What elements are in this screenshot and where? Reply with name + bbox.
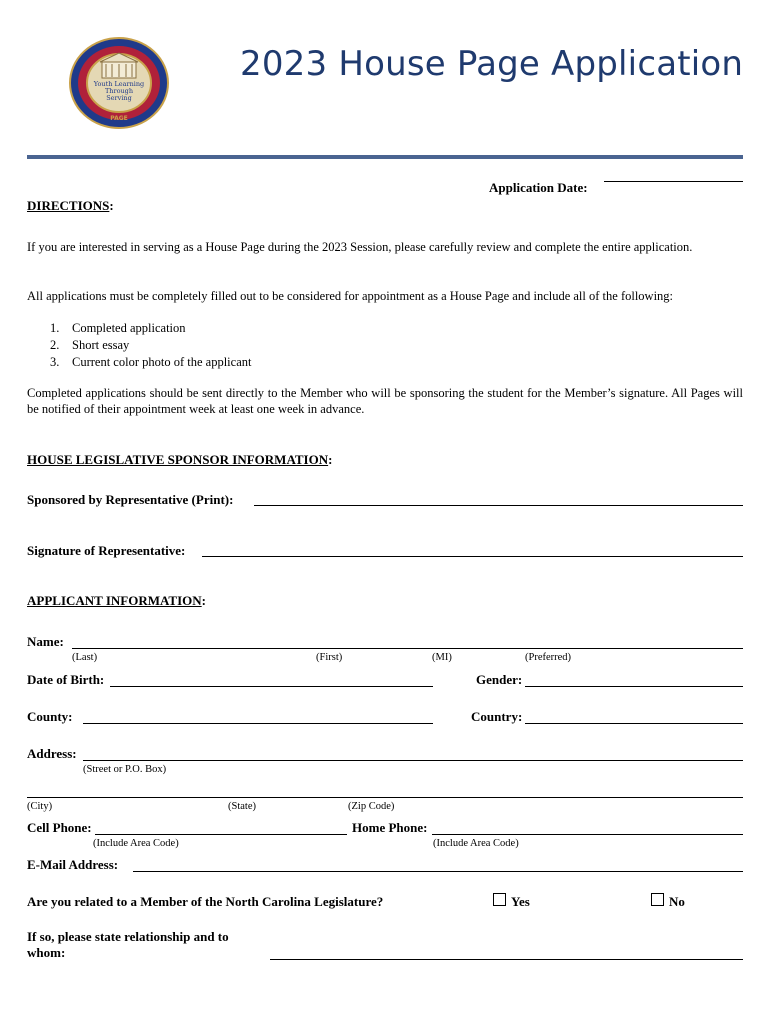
list-item-text: Current color photo of the applicant (72, 355, 252, 369)
list-item-number: 1. (50, 321, 60, 335)
dob-field[interactable] (110, 686, 433, 687)
if-so-label-line-1: If so, please state relationship and to (27, 929, 229, 944)
no-checkbox[interactable] (651, 893, 664, 906)
email-field[interactable] (133, 871, 743, 872)
list-item-number: 2. (50, 338, 60, 352)
name-preferred-caption: (Preferred) (525, 652, 572, 663)
zip-caption: (Zip Code) (348, 801, 395, 812)
yes-label: Yes (511, 894, 530, 909)
application-date-field[interactable] (604, 181, 743, 182)
name-mi-caption: (MI) (432, 652, 452, 663)
county-field[interactable] (83, 723, 433, 724)
directions-heading (27, 198, 114, 214)
home-phone-field[interactable] (432, 834, 743, 835)
list-item (50, 337, 251, 354)
name-field[interactable] (72, 648, 743, 649)
country-label: Country: (471, 709, 523, 724)
city-caption: (City) (27, 801, 53, 812)
relationship-field[interactable] (270, 959, 743, 960)
county-label: County: (27, 709, 73, 724)
application-date-label: Application Date: (489, 180, 588, 195)
related-question: Are you related to a Member of the North Carolina Legislature? (27, 894, 384, 909)
name-label: Name: (27, 634, 64, 649)
list-item (50, 320, 251, 337)
house-seal-logo (68, 36, 170, 130)
street-caption: (Street or P.O. Box) (83, 764, 167, 775)
seal-motto-2: Through (104, 87, 134, 95)
home-area-code-caption: (Include Area Code) (433, 838, 519, 849)
signature-field[interactable] (202, 556, 743, 557)
directions-paragraph-3: Completed applications should be sent directly to the Member who will be sponsoring the student for the Member’s signature. All Pages will be notified of their appointment week at least one week in advance. (27, 386, 743, 416)
applicant-heading (27, 593, 206, 609)
sponsored-by-field[interactable] (254, 505, 743, 506)
directions-heading-text: DIRECTIONS (27, 198, 110, 213)
gender-label: Gender: (476, 672, 523, 687)
address-label: Address: (27, 746, 77, 761)
cell-phone-label: Cell Phone: (27, 820, 92, 835)
list-item (50, 354, 251, 371)
header-divider (27, 155, 743, 159)
directions-paragraph-1: If you are interested in serving as a House Page during the 2023 Session, please carefully review and complete the entire application. (27, 240, 693, 254)
seal-motto-1: Youth Learning (93, 80, 145, 88)
seal-motto-3: Serving (106, 94, 132, 102)
no-label: No (669, 894, 685, 909)
seal-bottom-text: PAGE (110, 115, 128, 122)
list-item-number: 3. (50, 355, 60, 369)
requirements-list (50, 320, 251, 371)
cell-phone-field[interactable] (95, 834, 347, 835)
applicant-heading-text: APPLICANT INFORMATION (27, 593, 202, 608)
home-phone-label: Home Phone: (352, 820, 428, 835)
sponsored-by-label: Sponsored by Representative (Print): (27, 492, 234, 507)
page-title: 2023 House Page Application (240, 44, 744, 84)
address-street-field[interactable] (83, 760, 743, 761)
directions-paragraph-2: All applications must be completely filled out to be considered for appointment as a House Page and include all of the following: (27, 289, 674, 303)
sponsor-heading (27, 452, 332, 468)
dob-label: Date of Birth: (27, 672, 105, 687)
address-city-state-zip-field[interactable] (27, 797, 743, 798)
country-field[interactable] (525, 723, 743, 724)
name-first-caption: (First) (316, 652, 343, 663)
directions-heading-colon: : (109, 198, 114, 213)
applicant-heading-colon: : (201, 593, 207, 608)
list-item-text: Short essay (72, 338, 130, 352)
if-so-label-line-2: whom: (27, 945, 66, 960)
cell-area-code-caption: (Include Area Code) (93, 838, 179, 849)
name-last-caption: (Last) (72, 652, 98, 663)
list-item-text: Completed application (72, 321, 186, 335)
email-label: E-Mail Address: (27, 857, 119, 872)
yes-checkbox[interactable] (493, 893, 506, 906)
signature-label: Signature of Representative: (27, 543, 186, 558)
sponsor-heading-text: HOUSE LEGISLATIVE SPONSOR INFORMATION (27, 452, 329, 467)
sponsor-heading-colon: : (328, 452, 333, 467)
gender-field[interactable] (525, 686, 743, 687)
state-caption: (State) (228, 801, 256, 812)
